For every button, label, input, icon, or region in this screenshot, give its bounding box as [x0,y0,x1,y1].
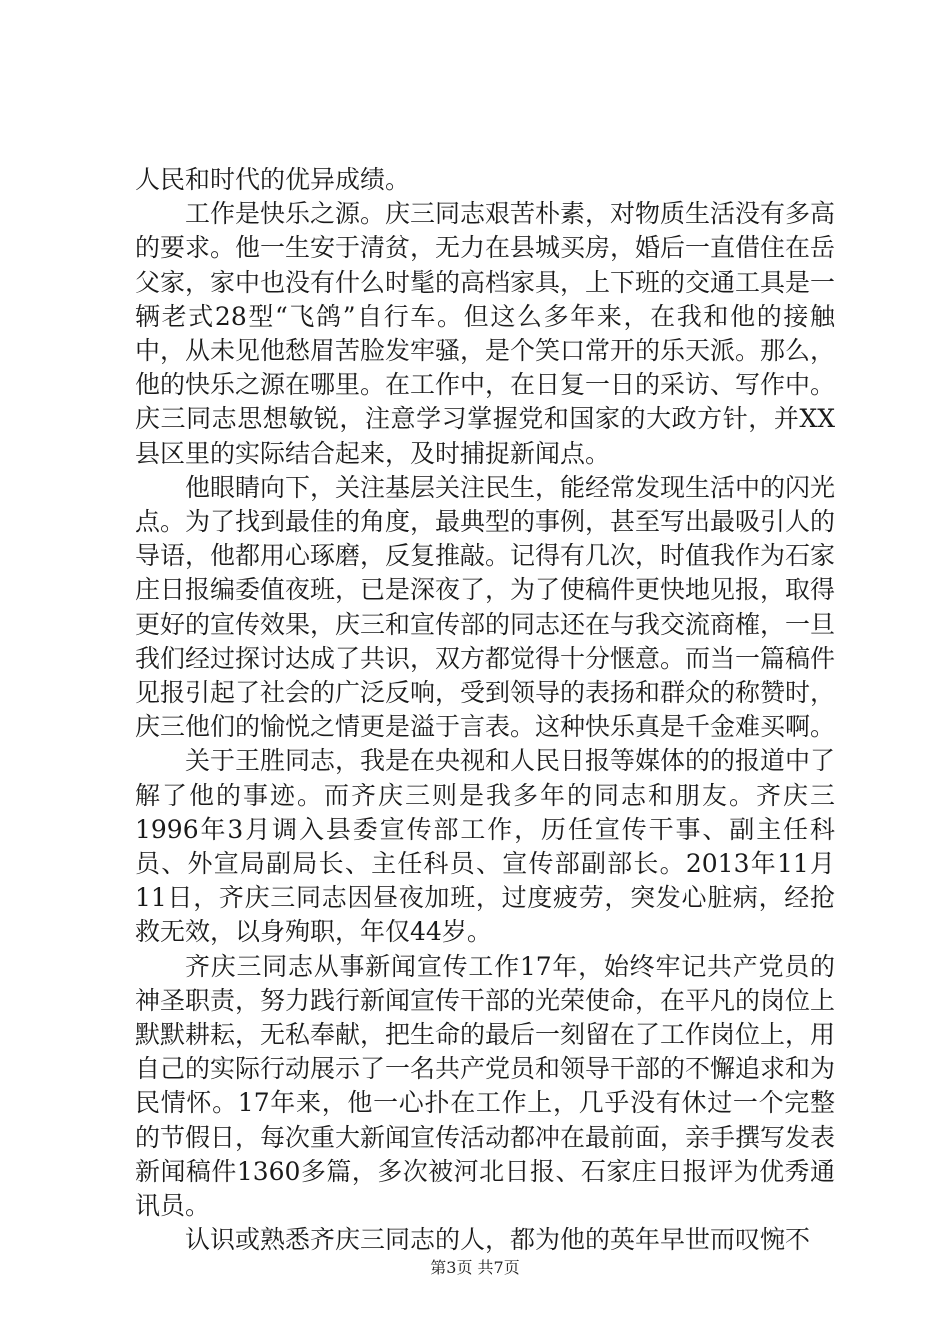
paragraph-4: 关于王胜同志，我是在央视和人民日报等媒体的的报道中了解了他的事迹。而齐庆三则是我多年的同志和朋友。齐庆三1996年3月调入县委宣传部工作，历任宣传干事、副主任科员、外宣局副局长、主任科员、宣传部副部长。2013年11月11日，齐庆三同志因昼夜加班，过度疲劳，突发心脏病，经抢救无效，以身殉职，年仅44岁。 [135,746,836,947]
paragraph-1: 人民和时代的优异成绩。 [135,165,411,194]
paragraph-2: 工作是快乐之源。庆三同志艰苦朴素，对物质生活没有多高的要求。他一生安于清贫，无力在县城买房，婚后一直借住在岳父家，家中也没有什么时髦的高档家具，上下班的交通工具是一辆老式28型“飞鸽”自行车。但这么多年来，在我和他的接触中，从未见他愁眉苦脸发牢骚，是个笑口常开的乐天派。那么，他的快乐之源在哪里。在工作中，在日复一日的采访、写作中。庆三同志思想敏锐，注意学习掌握党和国家的大政方针，并XX县区里的实际结合起来，及时捕捉新闻点。 [135,199,836,468]
page-footer: 第3页 共7页 [430,1258,520,1277]
document-body [135,163,835,1258]
paragraph-6: 认识或熟悉齐庆三同志的人，都为他的英年早世而叹惋不 [185,1225,811,1255]
paragraph-3: 他眼睛向下，关注基层关注民生，能经常发现生活中的闪光点。为了找到最佳的角度，最典型的事例，甚至写出最吸引人的导语，他都用心琢磨，反复推敲。记得有几次，时值我作为石家庄日报编委值夜班，已是深夜了，为了使稿件更快地见报，取得更好的宣传效果，庆三和宣传部的同志还在与我交流商榷，一旦我们经过探讨达成了共识，双方都觉得十分惬意。而当一篇稿件见报引起了社会的广泛反响，受到领导的表扬和群众的称赞时，庆三他们的愉悦之情更是溢于言表。这种快乐真是千金难买啊。 [135,472,836,742]
paragraph-5: 齐庆三同志从事新闻宣传工作17年，始终牢记共产党员的神圣职责，努力践行新闻宣传干部的光荣使命，在平凡的岗位上默默耕耘，无私奉献，把生命的最后一刻留在了工作岗位上，用自己的实际行动展示了一名共产党员和领导干部的不懈追求和为民情怀。17年来，他一心扑在工作上，几乎没有休过一个完整的节假日，每次重大新闻宣传活动都冲在最前面，亲手撰写发表新闻稿件1360多篇，多次被河北日报、石家庄日报评为优秀通讯员。 [135,951,836,1221]
